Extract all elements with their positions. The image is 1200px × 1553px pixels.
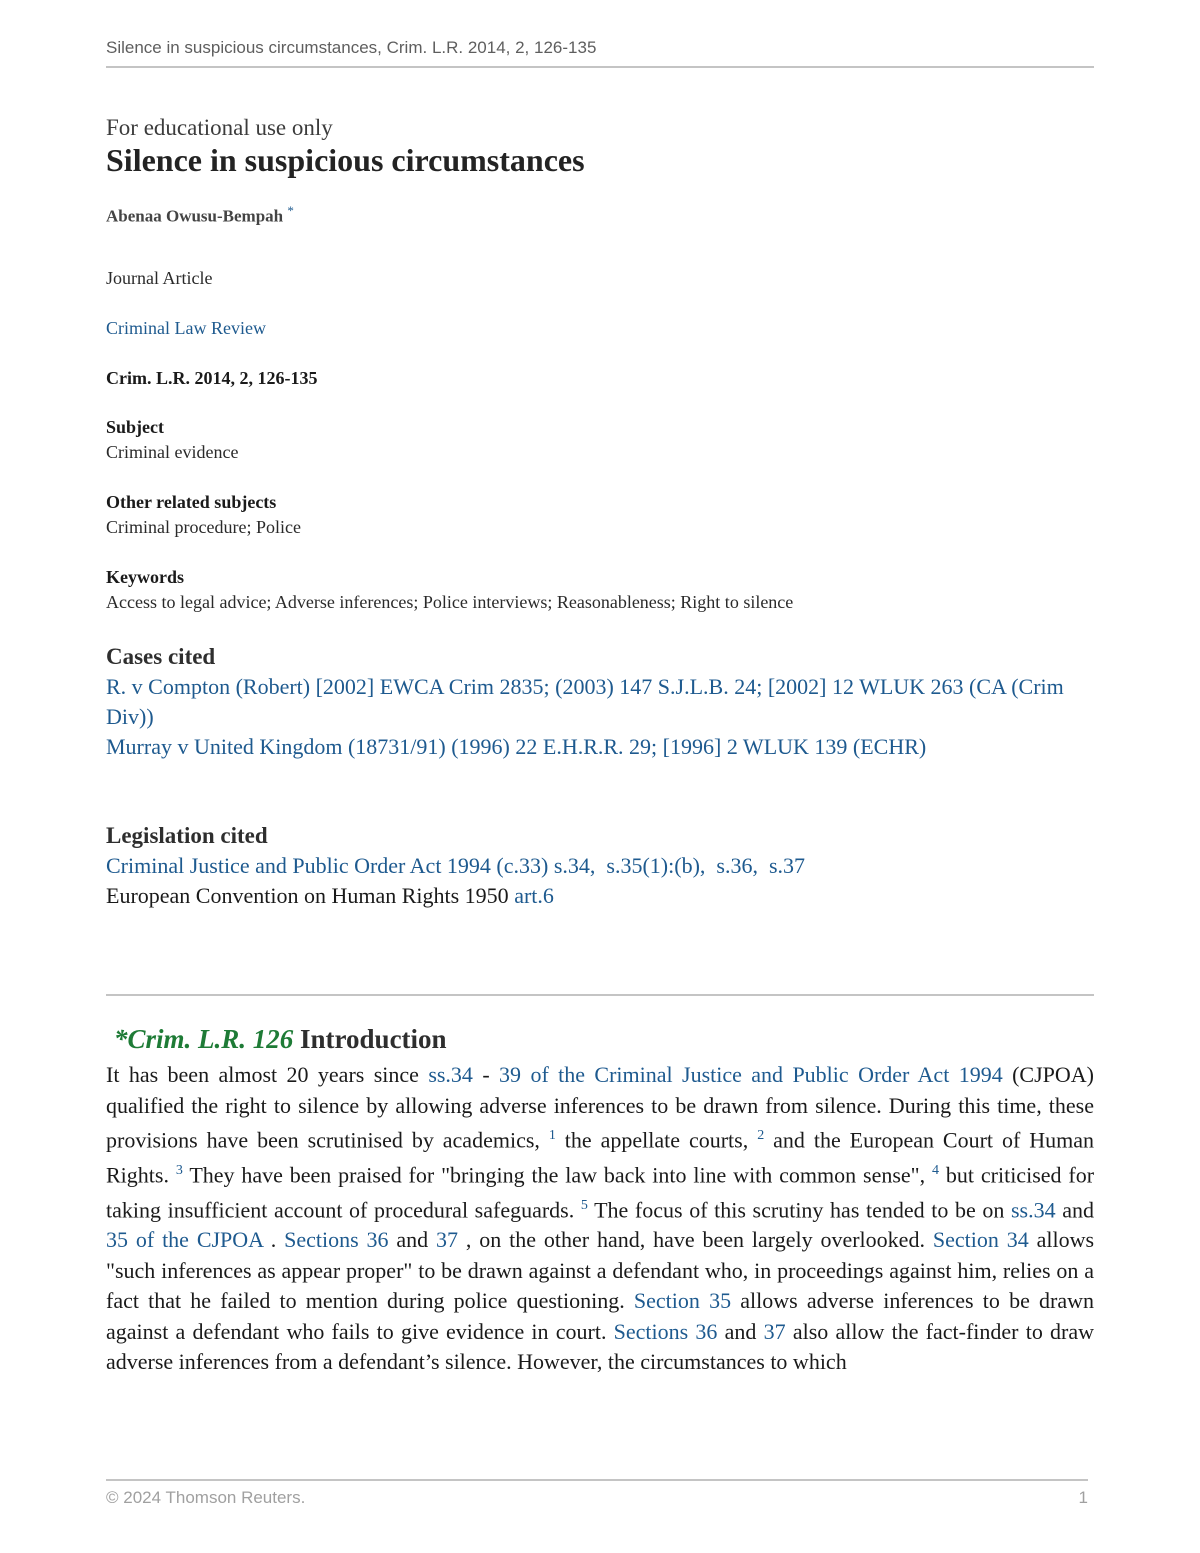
- other-subjects-section: [106, 490, 301, 540]
- legislation-link-s37[interactable]: s.37: [768, 853, 806, 878]
- author-footnote-mark[interactable]: *: [287, 203, 294, 218]
- legislation-cited-heading: Legislation cited: [106, 823, 268, 848]
- body-text: but criticised for taking insufficient account of procedural safeguards.: [106, 1162, 1095, 1222]
- link-ss34-b[interactable]: ss.34: [1011, 1196, 1056, 1222]
- body-text: -: [482, 1062, 490, 1087]
- body-text: and: [1062, 1196, 1095, 1222]
- usage-notice: For educational use only: [106, 115, 333, 140]
- link-cjpoa[interactable]: 39 of the Criminal Justice and Public Order Act 1994: [499, 1062, 1003, 1087]
- body-text: allows "such inferences as appear proper" to be drawn against a defendant who, in proceedings against him, relies on a fact that he failed to mention during police questioning.: [106, 1227, 1095, 1314]
- keywords-label: Keywords: [106, 567, 184, 587]
- footer: [106, 1488, 1088, 1508]
- footer-rule: [106, 1479, 1088, 1481]
- intro-paragraph: [106, 1060, 1094, 1378]
- case-link-murray[interactable]: Murray v United Kingdom (18731/91) (1996) 22 E.H.R.R. 29; [1996] 2 WLUK 139 (ECHR): [106, 734, 927, 759]
- page-marker: *Crim. L.R. 126: [114, 1024, 294, 1054]
- body-text: and: [396, 1227, 429, 1253]
- author: [106, 203, 294, 227]
- body-text: and the European Court of Human Rights.: [106, 1127, 1095, 1188]
- subject-value: Criminal evidence: [106, 442, 239, 462]
- author-name: Abenaa Owusu-Bempah: [106, 206, 284, 226]
- document-title: Silence in suspicious circumstances: [106, 142, 585, 178]
- body-text: They have been praised for "bringing the law back into line with common sense",: [189, 1162, 926, 1188]
- footnote-1[interactable]: 1: [548, 1128, 556, 1143]
- case-link-compton[interactable]: R. v Compton (Robert) [2002] EWCA Crim 2835; (2003) 147 S.J.L.B. 24; [2002] 12 WLUK 263 (CA (Crim Div)): [106, 674, 1064, 729]
- legislation-cited-section: [106, 821, 1096, 911]
- subject-section: [106, 415, 238, 465]
- link-37[interactable]: 37: [436, 1227, 459, 1253]
- footnote-3[interactable]: 3: [175, 1162, 183, 1178]
- link-37-b[interactable]: 37: [763, 1318, 786, 1344]
- keywords-section: [106, 565, 793, 615]
- link-ss34[interactable]: ss.34: [428, 1062, 473, 1087]
- header-rule: [106, 66, 1094, 68]
- legislation-link-cjpoa-s34[interactable]: Criminal Justice and Public Order Act 1994 (c.33) s.34,: [106, 853, 596, 878]
- footnote-2[interactable]: 2: [757, 1128, 765, 1143]
- body-text: and: [724, 1318, 757, 1344]
- link-35-cjpoa[interactable]: 35 of the CJPOA: [106, 1227, 263, 1253]
- legislation-link-s35[interactable]: s.35(1):(b),: [606, 853, 706, 878]
- subject-label: Subject: [106, 417, 164, 437]
- cases-cited-section: [106, 642, 1096, 762]
- link-sections-36[interactable]: Sections 36: [284, 1227, 389, 1253]
- journal-link[interactable]: Criminal Law Review: [106, 318, 266, 338]
- body-text: also allow the fact-finder to draw adverse inferences from a defendant’s silence. However, the circumstances to which: [106, 1318, 1095, 1375]
- body-text: (CJPOA) qualified the right to silence by allowing adverse inferences to be drawn from silence. During this time, these provisions have been scrutinised by academics,: [106, 1062, 1094, 1153]
- section-rule: [106, 994, 1094, 996]
- body-text: , on the other hand, have been largely overlooked.: [465, 1227, 925, 1253]
- body-text: allows adverse inferences to be drawn against a defendant who fails to give evidence in court.: [106, 1288, 1094, 1344]
- page-number: 1: [1078, 1488, 1088, 1507]
- footnote-4[interactable]: 4: [932, 1162, 940, 1178]
- legislation-link-art6[interactable]: art.6: [514, 883, 554, 908]
- document-type: Journal Article: [106, 268, 213, 288]
- intro-heading: [114, 1024, 447, 1055]
- intro-heading-text: Introduction: [300, 1024, 447, 1054]
- copyright: © 2024 Thomson Reuters.: [106, 1488, 306, 1507]
- running-header: Silence in suspicious circumstances, Crim. L.R. 2014, 2, 126-135: [106, 38, 597, 57]
- citation: Crim. L.R. 2014, 2, 126-135: [106, 368, 318, 388]
- link-section-34[interactable]: Section 34: [932, 1227, 1029, 1253]
- keywords-value: Access to legal advice; Adverse inferences; Police interviews; Reasonableness; Right to silence: [106, 592, 794, 612]
- cases-cited-heading: Cases cited: [106, 644, 216, 669]
- body-text: the appellate courts,: [564, 1127, 749, 1153]
- other-subjects-value: Criminal procedure; Police: [106, 517, 301, 537]
- body-text: The focus of this scrutiny has tended to be on: [594, 1196, 1005, 1222]
- legislation-link-s36[interactable]: s.36,: [716, 853, 758, 878]
- footnote-5[interactable]: 5: [580, 1197, 588, 1213]
- other-subjects-label: Other related subjects: [106, 492, 277, 512]
- legislation-echr: European Convention on Human Rights 1950: [106, 883, 509, 908]
- link-section-35[interactable]: Section 35: [633, 1288, 732, 1314]
- body-text: .: [270, 1227, 277, 1253]
- body-text: It has been almost 20 years since: [106, 1062, 419, 1087]
- link-sections-36-b[interactable]: Sections 36: [613, 1318, 718, 1344]
